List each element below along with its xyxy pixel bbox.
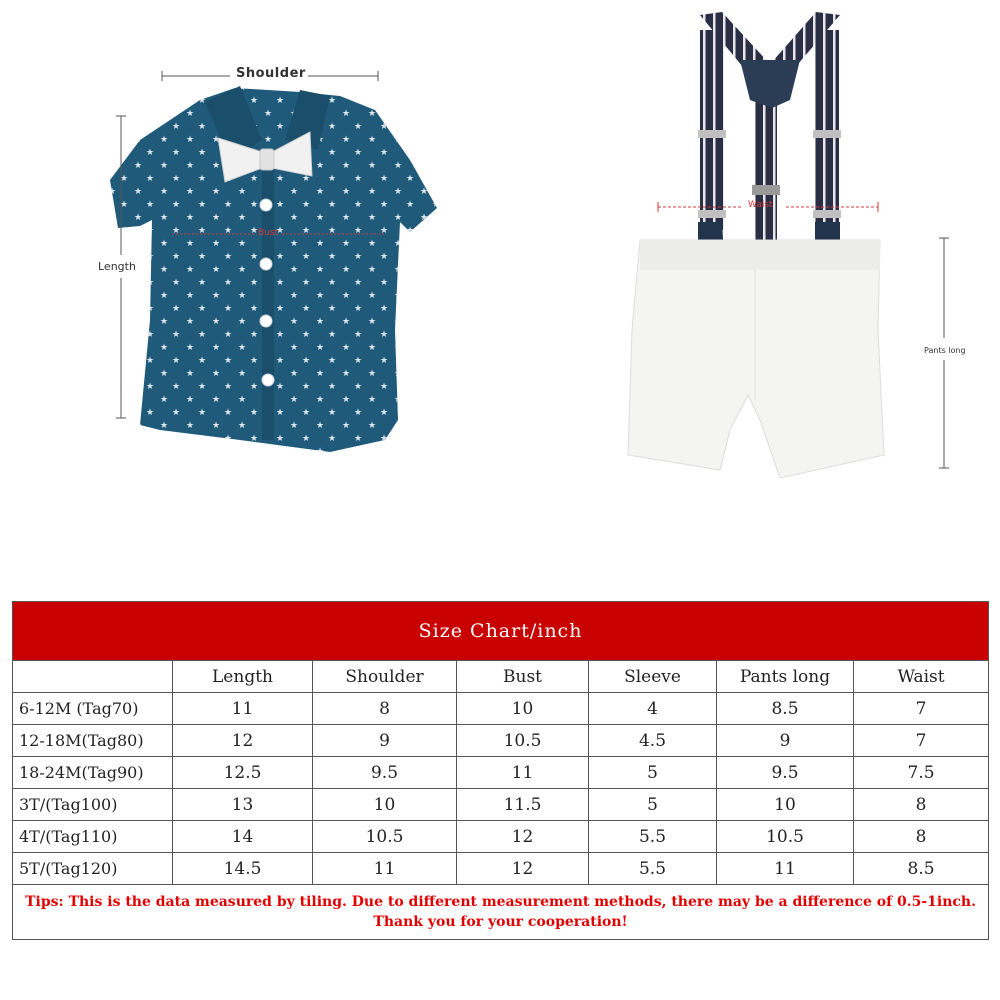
pants-long-cell: 11 bbox=[717, 853, 854, 885]
sleeve-cell: 5 bbox=[589, 757, 717, 789]
shoulder-label: Shoulder bbox=[236, 66, 306, 81]
waist-cell: 7.5 bbox=[854, 757, 989, 789]
header-cell-sleeve: Sleeve bbox=[589, 661, 717, 693]
bust-cell: 10.5 bbox=[457, 725, 589, 757]
white-shorts bbox=[628, 240, 884, 478]
bust-cell: 12 bbox=[457, 853, 589, 885]
table-row bbox=[13, 789, 989, 821]
sleeve-cell: 5.5 bbox=[589, 853, 717, 885]
waist-cell: 7 bbox=[854, 725, 989, 757]
size-chart-title-row bbox=[13, 602, 989, 661]
shoulder-cell: 10 bbox=[313, 789, 457, 821]
size-cell: 18-24M(Tag90) bbox=[13, 757, 173, 789]
header-cell-bust: Bust bbox=[457, 661, 589, 693]
waist-cell: 8 bbox=[854, 789, 989, 821]
shoulder-cell: 11 bbox=[313, 853, 457, 885]
table-row bbox=[13, 725, 989, 757]
length-label: Length bbox=[98, 260, 136, 273]
size-chart-table bbox=[12, 601, 989, 940]
sleeve-cell: 4 bbox=[589, 693, 717, 725]
pants-long-cell: 10.5 bbox=[717, 821, 854, 853]
shoulder-cell: 9.5 bbox=[313, 757, 457, 789]
suspenders bbox=[698, 12, 841, 268]
size-cell: 6-12M (Tag70) bbox=[13, 693, 173, 725]
size-chart-header-row bbox=[13, 661, 989, 693]
sleeve-cell: 5 bbox=[589, 789, 717, 821]
shoulder-cell: 8 bbox=[313, 693, 457, 725]
sleeve-cell: 4.5 bbox=[589, 725, 717, 757]
length-cell: 13 bbox=[173, 789, 313, 821]
table-row bbox=[13, 757, 989, 789]
header-cell-shoulder: Shoulder bbox=[313, 661, 457, 693]
tips-row bbox=[13, 885, 989, 940]
pants-long-cell: 10 bbox=[717, 789, 854, 821]
bust-cell: 10 bbox=[457, 693, 589, 725]
waist-cell: 7 bbox=[854, 693, 989, 725]
pants-long-cell: 9 bbox=[717, 725, 854, 757]
bust-cell: 12 bbox=[457, 821, 589, 853]
header-cell-waist: Waist bbox=[854, 661, 989, 693]
shirt bbox=[110, 86, 437, 452]
pants-long-cell: 9.5 bbox=[717, 757, 854, 789]
length-cell: 14.5 bbox=[173, 853, 313, 885]
waist-cell: 8.5 bbox=[854, 853, 989, 885]
size-chart-title: Size Chart/inch bbox=[13, 602, 989, 661]
length-cell: 14 bbox=[173, 821, 313, 853]
shoulder-cell: 10.5 bbox=[313, 821, 457, 853]
waist-cell: 8 bbox=[854, 821, 989, 853]
table-row bbox=[13, 693, 989, 725]
size-cell: 12-18M(Tag80) bbox=[13, 725, 173, 757]
bust-label: Bust bbox=[258, 228, 279, 238]
pants-long-label: Pants long bbox=[924, 346, 966, 355]
tips-text: Tips: This is the data measured by tiling. Due to different measurement methods, there may be a difference of 0.5-1inch. Thank you for your cooperation! bbox=[13, 885, 989, 940]
size-cell: 3T/(Tag100) bbox=[13, 789, 173, 821]
length-cell: 12.5 bbox=[173, 757, 313, 789]
size-cell: 4T/(Tag110) bbox=[13, 821, 173, 853]
table-row bbox=[13, 821, 989, 853]
header-cell-length: Length bbox=[173, 661, 313, 693]
shoulder-cell: 9 bbox=[313, 725, 457, 757]
waist-label: Waist bbox=[748, 200, 773, 210]
size-cell: 5T/(Tag120) bbox=[13, 853, 173, 885]
table-row bbox=[13, 853, 989, 885]
header-cell-size bbox=[13, 661, 173, 693]
length-cell: 12 bbox=[173, 725, 313, 757]
length-cell: 11 bbox=[173, 693, 313, 725]
pants-long-cell: 8.5 bbox=[717, 693, 854, 725]
header-cell-pants-long: Pants long bbox=[717, 661, 854, 693]
bust-cell: 11.5 bbox=[457, 789, 589, 821]
sleeve-cell: 5.5 bbox=[589, 821, 717, 853]
bust-cell: 11 bbox=[457, 757, 589, 789]
